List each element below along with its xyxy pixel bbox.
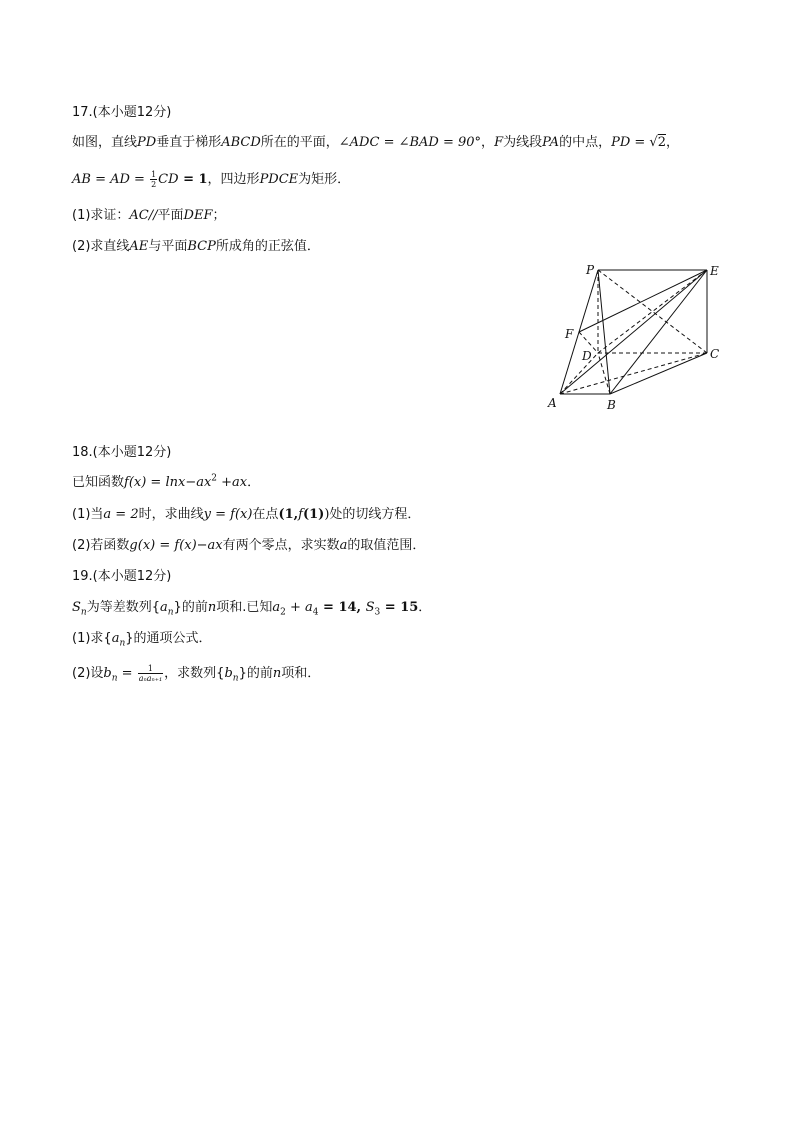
text: 项和． — [281, 666, 321, 681]
math: ABCD — [221, 135, 261, 150]
q19-statement — [72, 599, 431, 617]
math: = 14, — [318, 600, 366, 615]
text: 有两个零点，求实数 — [222, 538, 340, 553]
sqrt-radicand: 2 — [657, 135, 666, 150]
fraction-denominator: aₙaₙ₊₁ — [138, 674, 163, 683]
q17-statement-line1 — [72, 134, 679, 152]
text: (1)求证： — [72, 208, 130, 223]
text: (2)设 — [72, 666, 104, 681]
math: CD — [158, 172, 179, 187]
math: = 15 — [380, 600, 419, 615]
text: ． — [418, 600, 432, 615]
exponent: 2 — [211, 473, 218, 484]
math: a — [111, 631, 120, 646]
label-A: A — [548, 396, 557, 410]
math: S — [72, 600, 81, 615]
text: ，求数列{ — [164, 666, 225, 681]
text: 与平面 — [148, 239, 188, 254]
text: 的取值范围． — [347, 538, 426, 553]
q18-header: 18.(本小题12分) — [72, 445, 172, 460]
label-B: B — [607, 398, 616, 412]
math: PDCE — [259, 172, 299, 187]
math: +ax — [217, 475, 248, 490]
text: 垂直于梯形 — [156, 135, 222, 150]
math: AE — [129, 239, 149, 254]
label-F: F — [565, 327, 574, 341]
text: 所在的平面， — [260, 135, 339, 150]
label-C: C — [710, 347, 720, 361]
edge-PC — [598, 270, 707, 353]
subscript: 3 — [374, 607, 381, 618]
text: (2)若函数 — [72, 538, 130, 553]
q17-part1 — [72, 207, 226, 225]
math: PA — [542, 135, 560, 150]
math: n — [207, 600, 217, 615]
text: ． — [247, 475, 261, 490]
math: AB = AD = — [72, 172, 150, 187]
math: DEF — [183, 208, 213, 223]
edge-PA — [560, 270, 598, 394]
edge-BC — [610, 353, 707, 394]
text: 如图，直线 — [72, 135, 138, 150]
subscript: n — [167, 607, 174, 618]
text: 平面 — [157, 208, 184, 223]
math: f — [298, 507, 303, 522]
label-P: P — [586, 263, 595, 277]
label-E: E — [710, 264, 719, 278]
text: (1)当 — [72, 507, 104, 522]
text: 处的切线方程． — [329, 507, 421, 522]
math: a — [272, 600, 281, 615]
q18-part1 — [72, 506, 420, 524]
edge-AE — [560, 270, 707, 394]
text: 为线段 — [503, 135, 543, 150]
math: g(x) = f(x)−ax — [129, 538, 223, 553]
math: ) — [324, 507, 330, 522]
q17-header: 17.(本小题12分) — [72, 105, 172, 120]
math: PD — [137, 135, 157, 150]
fraction-bn — [138, 664, 163, 683]
q18-statement — [72, 474, 260, 492]
text: ， — [481, 135, 495, 150]
text: }的前 — [173, 600, 208, 615]
edge-BD — [598, 353, 610, 394]
math: b — [103, 666, 112, 681]
edge-AD — [560, 353, 598, 394]
text: }的前 — [238, 666, 273, 681]
math: a — [305, 600, 313, 615]
q19-header: 19.(本小题12分) — [72, 569, 172, 584]
q17-part2 — [72, 238, 320, 256]
q19-part2 — [72, 664, 320, 683]
subscript: n — [80, 607, 87, 618]
text: 所成角的正弦值． — [215, 239, 320, 254]
text: ， — [665, 135, 679, 150]
q19-part1 — [72, 630, 212, 648]
text: 已知函数 — [72, 475, 125, 490]
fraction-half — [150, 170, 157, 189]
q17-statement-line2 — [72, 170, 350, 189]
math: a — [159, 600, 168, 615]
edge-BE — [610, 270, 707, 394]
edge-FE — [579, 270, 707, 332]
text: 为等差数列{ — [86, 600, 160, 615]
edge-PB — [598, 270, 610, 394]
math: a = 2 — [103, 507, 139, 522]
text: 的中点， — [559, 135, 612, 150]
text: 项和.已知 — [216, 600, 273, 615]
subscript: 2 — [280, 607, 286, 618]
math: f(x) = lnx−ax — [124, 475, 212, 490]
text: 时，求曲线 — [138, 507, 204, 522]
text: ，四边形 — [207, 172, 260, 187]
text: }的通项公式． — [125, 631, 212, 646]
fraction-denominator: 2 — [151, 180, 157, 189]
math: BCP — [187, 239, 216, 254]
math: AC// — [129, 208, 158, 223]
subscript: n — [111, 673, 118, 684]
math: S — [365, 600, 375, 615]
q18-part2 — [72, 537, 425, 555]
edge-AC — [560, 353, 707, 394]
math: = — [117, 666, 137, 681]
text: (2)求直线 — [72, 239, 130, 254]
math: ∠ADC = ∠BAD = 90° — [338, 135, 482, 150]
math: + — [285, 600, 306, 615]
math: = 1 — [178, 172, 208, 187]
fraction-numerator: 1 — [151, 170, 157, 179]
subscript: n — [232, 673, 239, 684]
text: 在点 — [252, 507, 279, 522]
math: PD = — [611, 135, 650, 150]
math: (1, — [278, 507, 299, 522]
text: (1)求{ — [72, 631, 112, 646]
math: n — [272, 666, 282, 681]
math: (1) — [302, 507, 325, 522]
sqrt-symbol: √ — [649, 135, 658, 150]
label-D: D — [582, 349, 592, 363]
subscript: 4 — [312, 607, 319, 618]
text: ； — [212, 208, 226, 223]
subscript: n — [119, 638, 126, 649]
edge-FD — [579, 332, 598, 353]
math: a — [339, 538, 348, 553]
math: F — [494, 135, 504, 150]
text: 为矩形． — [298, 172, 351, 187]
fraction-numerator: 1 — [138, 664, 163, 674]
math: b — [224, 666, 233, 681]
math: y = f(x) — [203, 507, 253, 522]
edge-DE — [598, 270, 707, 353]
